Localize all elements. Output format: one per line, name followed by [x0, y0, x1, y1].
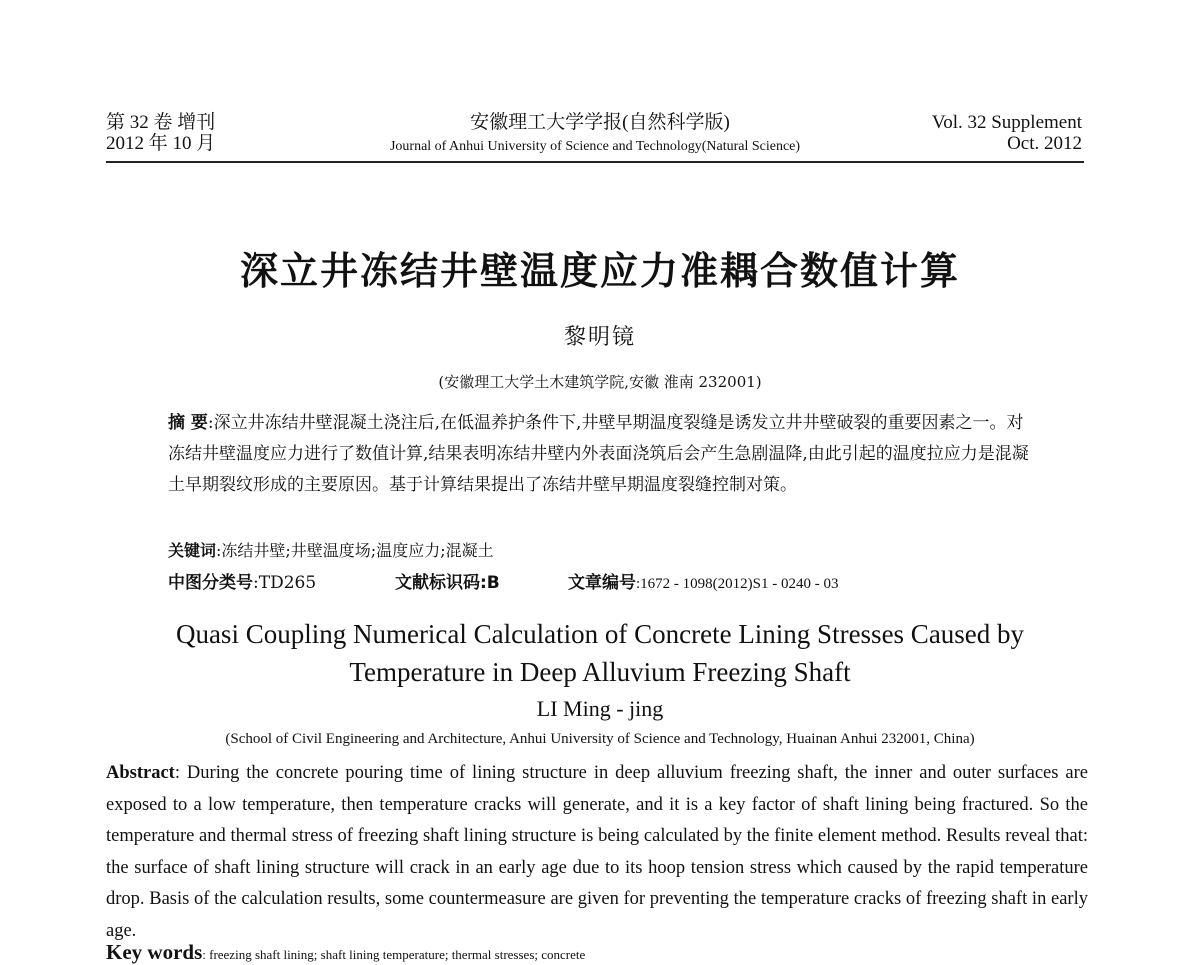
paper-title-en-line1: Quasi Coupling Numerical Calculation of Concrete Lining Stresses Caused by [175, 619, 1025, 649]
affiliation-en: (School of Civil Engineering and Architecture, Anhui University of Science and Technology, Huainan Anhui 232001, China) [225, 731, 975, 747]
header-journal-cn: 安徽理工大学学报(自然科学版) [470, 112, 730, 133]
header-date-en: Oct. 2012 [1007, 133, 1082, 154]
clc-label: 中图分类号 [168, 573, 253, 593]
header-volume-issue: 第 32 卷 增刊 [106, 112, 216, 133]
article-no-value: :1672 - 1098(2012)S1 - 0240 - 03 [636, 576, 839, 592]
header-volume-en: Vol. 32 Supplement [931, 112, 1082, 133]
affiliation-cn: (安徽理工大学土木建筑学院,安徽 淮南 232001) [438, 373, 762, 391]
abstract-cn-text: :深立井冻结井壁混凝土浇注后,在低温养护条件下,井壁早期温度裂缝是诱发立井井壁破裂的重要因素之一。对冻结井壁温度应力进行了数值计算,结果表明冻结井壁内外表面浇筑后会产生急剧温降,由此引起的温度拉应力是混凝土早期裂纹形成的主要原因。基于计算结果提出了冻结井壁早期温度裂缝控制对策。 [168, 413, 1029, 495]
doc-code-label: 文献标识码 [395, 573, 480, 593]
author-cn: 黎明镜 [563, 325, 636, 350]
header-date-cn: 2012 年 10 月 [106, 133, 216, 154]
abstract-en-text: : During the concrete pouring time of lining structure in deep alluvium freezing shaft, the inner and outer surfaces are exposed to a low temperature, then temperature cracks will generate, and it is a key factor of shaft lining being fractured. So the temperature and thermal stress of freezing shaft lining structure is being calculated by the finite element method. Results reveal that: the surface of shaft lining structure will crack in an early age due to its hoop tension stress which caused by the rapid temperature drop. Basis of the calculation results, some countermeasure are given for preventing the temperature cracks of freezing shaft in early age. [106, 763, 1088, 941]
keywords-cn-label: 关键词 [168, 541, 217, 560]
header-journal-en: Journal of Anhui University of Science and Technology(Natural Science) [389, 139, 801, 154]
doc-code-value: :B [480, 573, 500, 593]
keywords-cn-text: :冻结井壁;井壁温度场;温度应力;混凝土 [216, 541, 494, 560]
article-no-label: 文章编号 [568, 573, 636, 593]
abstract-en-label: Abstract [106, 763, 175, 783]
document-code [395, 568, 500, 593]
keywords-en-label: Key words [106, 940, 203, 964]
abstract-cn [168, 408, 1036, 501]
paper-title-en-line2: Temperature in Deep Alluvium Freezing Shaft [349, 657, 851, 687]
keywords-en [106, 940, 585, 965]
keywords-en-text: : freezing shaft lining; shaft lining temperature; thermal stresses; concrete [202, 947, 586, 962]
clc-value: :TD265 [253, 573, 317, 593]
article-number [568, 568, 839, 593]
clc-number [168, 568, 316, 593]
keywords-cn [168, 538, 494, 561]
author-en: LI Ming - jing [536, 696, 664, 721]
abstract-en [106, 758, 1088, 947]
abstract-cn-label: 摘 要 [168, 413, 208, 433]
header-rule [106, 161, 1084, 163]
paper-title-cn: 深立井冻结井壁温度应力准耦合数值计算 [239, 248, 960, 293]
